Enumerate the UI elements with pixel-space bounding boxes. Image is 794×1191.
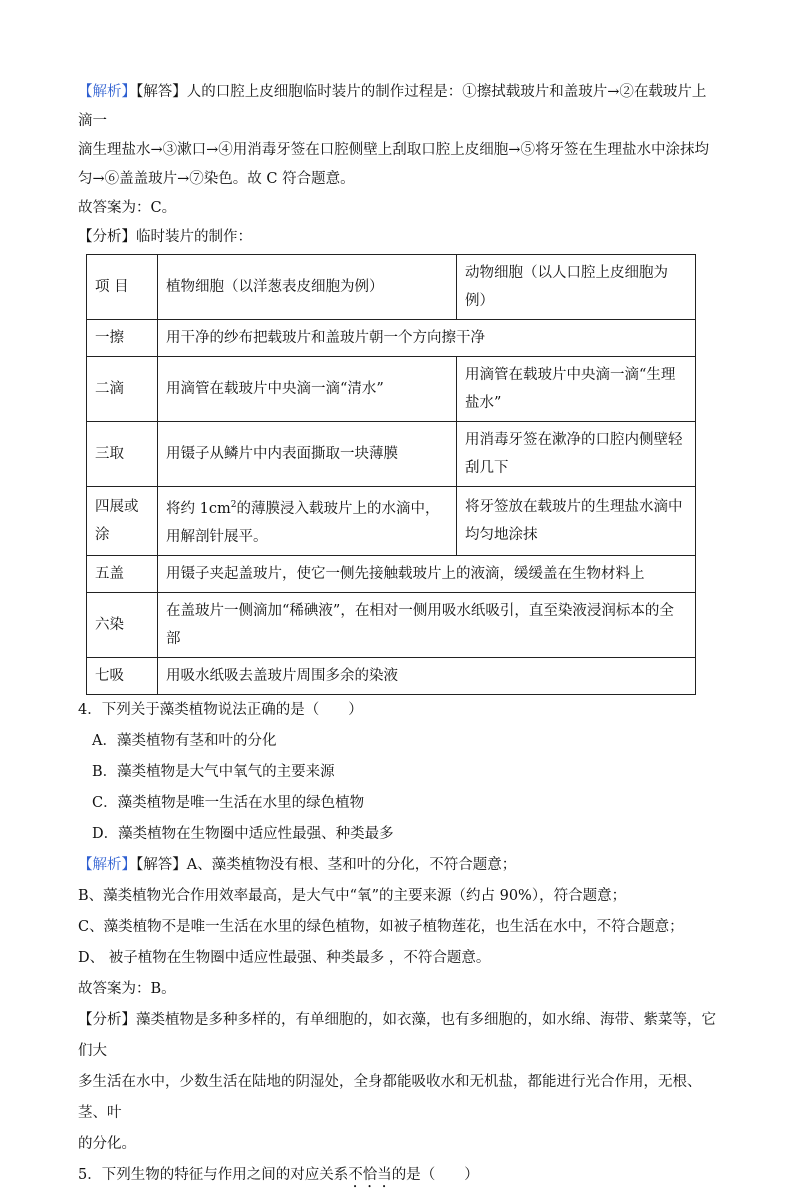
plant-text-post: 的薄膜浸入载玻片上的水滴中，用解剖针展平。: [166, 500, 440, 545]
plant-cell: 用滴管在载玻片中央滴一滴“清水”: [158, 357, 457, 422]
q5-stem-pre: 5．下列生物的特征与作用之间的对应关系: [78, 1166, 349, 1183]
merged-cell: 在盖玻片一侧滴加“稀碘液”，在相对一侧用吸水纸吸引，直至染液浸润标本的全部: [158, 592, 696, 657]
step-cell: 三取: [87, 422, 158, 487]
merged-cell: 用吸水纸吸去盖玻片周围多余的染液: [158, 657, 696, 694]
q4-analysis-line2: 多生活在水中，少数生活在陆地的阴湿处，全身都能吸收水和无机盐，都能进行光合作用，无根、茎、叶: [78, 1073, 702, 1121]
table-header-cell: 项 目: [87, 255, 158, 320]
analysis-text: 藻类植物是多种多样的，有单细胞的，如衣藻，也有多细胞的，如水绵、海带、紫菜等，它们大: [78, 1011, 716, 1059]
table-row: [87, 555, 696, 592]
q4-answer-a: [78, 850, 718, 881]
q4-option-b: B．藻类植物是大气中氧气的主要来源: [92, 763, 335, 780]
q3-answer-line3: 匀→⑥盖盖玻片→⑦染色。故 C 符合题意。: [78, 171, 355, 187]
table-row: [87, 592, 696, 657]
step-cell: 二滴: [87, 357, 158, 422]
analysis-text: 临时装片的制作：: [136, 229, 252, 245]
table-row: [87, 357, 696, 422]
q4-conclusion: 故答案为：B。: [78, 980, 176, 997]
step-cell: 七吸: [87, 657, 158, 694]
answer-text: A、藻类植物没有根、茎和叶的分化，不符合题意；: [186, 856, 517, 873]
q4-analysis-line3: 的分化。: [78, 1135, 136, 1152]
q4-analysis-line1: [78, 1005, 718, 1067]
table-row: [87, 487, 696, 556]
step-cell: 一擦: [87, 320, 158, 357]
slide-prep-table: [86, 254, 696, 695]
superscript: 2: [230, 500, 237, 510]
q4-answer-d: D、 被子植物在生物圈中适应性最强、种类最多 ，不符合题意。: [78, 949, 491, 966]
step-cell: 六染: [87, 592, 158, 657]
step-cell: 四展或涂: [87, 487, 158, 556]
step-cell: 五盖: [87, 555, 158, 592]
analysis-tag: 【分析】: [78, 229, 136, 245]
q4-answer-b: B、藻类植物光合作用效率最高，是大气中“氧”的主要来源（约占 90%），符合题意；: [78, 887, 627, 904]
table-row: [87, 422, 696, 487]
table-header-cell: 植物细胞（以洋葱表皮细胞为例）: [158, 255, 457, 320]
merged-cell: 用镊子夹起盖玻片，使它一侧先接触载玻片上的液滴，缓缓盖在生物材料上: [158, 555, 696, 592]
plant-text-pre: 将约 1cm: [166, 500, 231, 517]
q4-answer-c: C、藻类植物不是唯一生活在水里的绿色植物，如被子植物莲花，也生活在水中，不符合题意；: [78, 918, 684, 935]
q3-conclusion: 故答案为：C。: [78, 200, 177, 216]
q4-option-a: A．藻类植物有茎和叶的分化: [92, 732, 277, 749]
document-page: [78, 78, 718, 1191]
jieda-tag: 【解答】: [136, 856, 187, 873]
answer-text: 人的口腔上皮细胞临时装片的制作过程是：①擦拭载玻片和盖玻片→②在载玻片上滴一: [78, 84, 707, 129]
q5-stem: [78, 1160, 718, 1191]
jieda-tag: 【解答】: [136, 84, 187, 100]
analysis-tag: 【分析】: [78, 1011, 136, 1028]
animal-cell: 用消毒牙签在漱净的口腔内侧壁轻刮几下: [457, 422, 696, 487]
table-row: [87, 320, 696, 357]
q4-option-d: D．藻类植物在生物圈中适应性最强、种类最多: [92, 825, 394, 842]
jiexi-tag: 【解析】: [78, 84, 136, 100]
q5-stem-post: 的是（ ）: [391, 1166, 479, 1183]
animal-cell: 用滴管在载玻片中央滴一滴“生理盐水”: [457, 357, 696, 422]
q4-option-c: C．藻类植物是唯一生活在水里的绿色植物: [92, 794, 365, 811]
q5-stem-emphasis: 不恰当: [348, 1166, 392, 1183]
table-header-cell: 动物细胞（以人口腔上皮细胞为例）: [457, 255, 696, 320]
q4-stem: 4．下列关于藻类植物说法正确的是（ ）: [78, 701, 363, 718]
animal-cell: 将牙签放在载玻片的生理盐水滴中均匀地涂抹: [457, 487, 696, 556]
plant-cell: 用镊子从鳞片中内表面撕取一块薄膜: [158, 422, 457, 487]
jiexi-tag: 【解析】: [78, 856, 136, 873]
table-header-row: [87, 255, 696, 320]
q3-answer-line2: 滴生理盐水→③漱口→④用消毒牙签在口腔侧壁上刮取口腔上皮细胞→⑤将牙签在生理盐水中涂抹均: [78, 142, 709, 158]
merged-cell: 用干净的纱布把载玻片和盖玻片朝一个方向擦干净: [158, 320, 696, 357]
plant-cell: [158, 487, 457, 556]
q3-answer-line1: [78, 78, 718, 136]
table-row: [87, 657, 696, 694]
q3-analysis-intro: [78, 223, 718, 252]
